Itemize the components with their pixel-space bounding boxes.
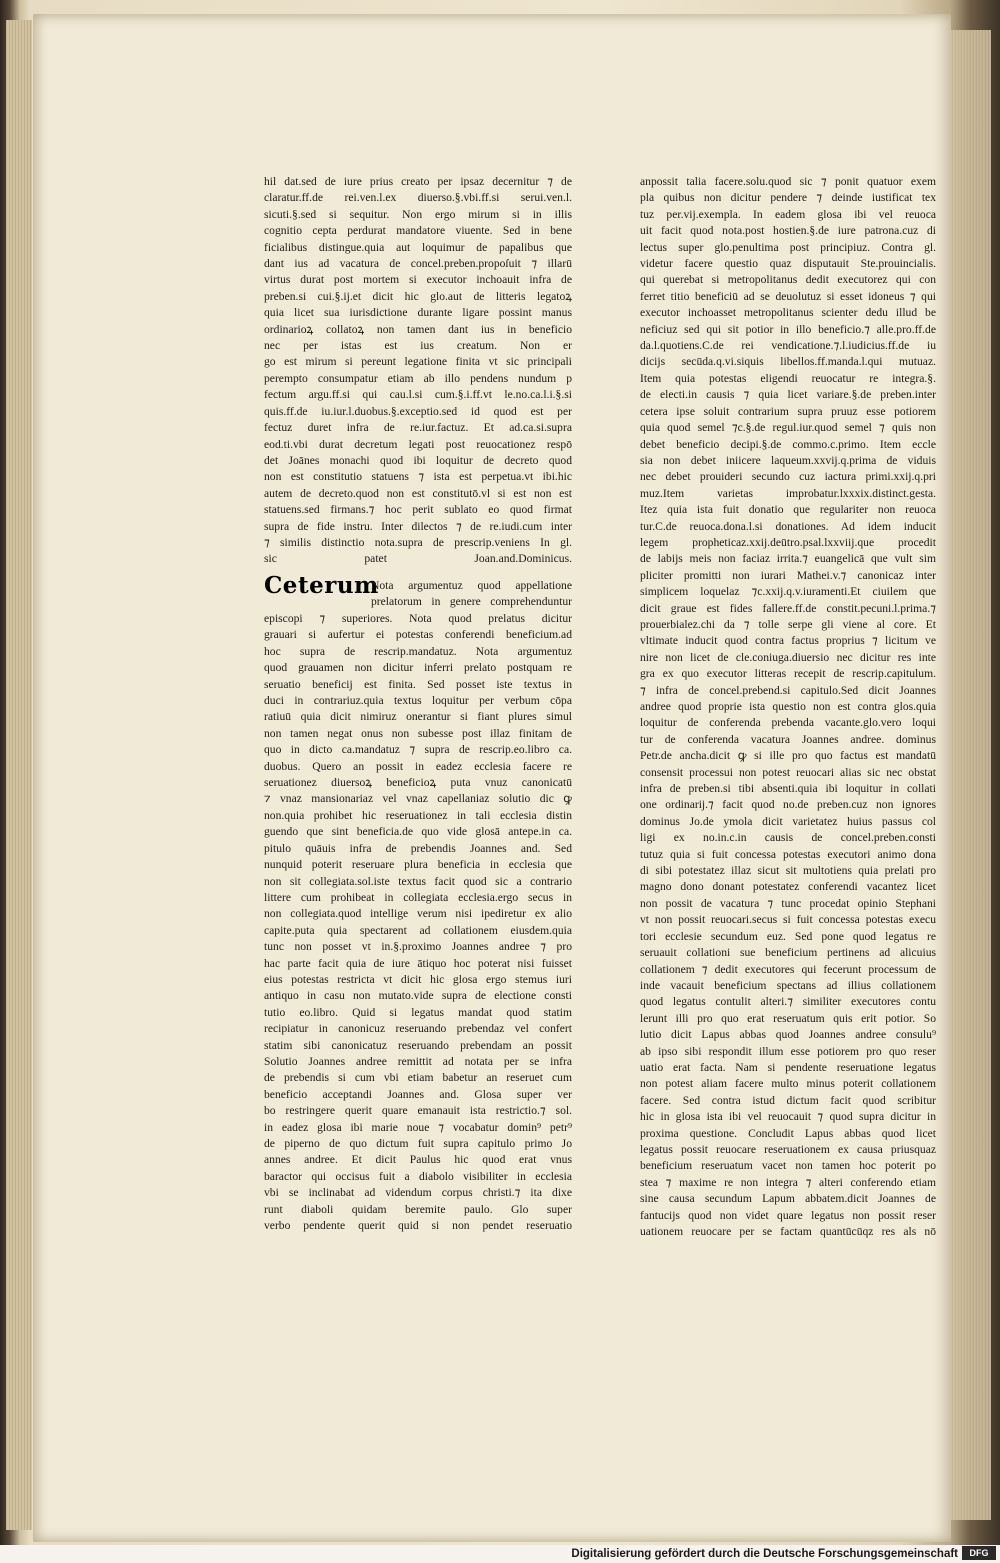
text-line: di sibi potestatez illaz sicut sit multotiens quia prelati pro: [640, 864, 936, 878]
text-line: quod legatus contulit alteri.⁊ similiter executores contu: [640, 995, 936, 1009]
text-line: preben.si cui.§.ij.et dicit hic glo.aut de litteris legatoꝝ: [264, 289, 572, 303]
text-line: uit facit quod nota.post hostien.§.de iure patrona.cuz di: [640, 224, 936, 238]
text-line: vltimate inducit quod contra factus proprius ⁊ licitum ve: [640, 634, 936, 648]
text-line: sic patet Joan.and.Dominicus.: [264, 552, 572, 566]
text-line: nec debet prouideri secundo cuz iactura primi.xxij.q.pri: [640, 470, 936, 484]
right-page-edges: [951, 30, 991, 1520]
text-line: debet beneficio decipi.§.de commo.c.primo. Item eccle: [640, 437, 936, 451]
text-line: beneficio acceptandi Joannes and. Glosa super ver: [264, 1087, 572, 1101]
text-line: non potest aliam facere multo minus poterit collationem: [640, 1077, 936, 1091]
text-line: tori ecclesie secundum euz. Sed pone quod legatus re: [640, 929, 936, 943]
text-line: fectuz duret infra de re.iur.factuz. Et ad.ca.si.supra: [264, 421, 572, 435]
text-line: statim sibi canonicatuz reseruando prebendam an possit: [264, 1038, 572, 1052]
text-line: antiquo in casu non mutato.vide supra de electione consti: [264, 989, 572, 1003]
text-line: beneficium reseruatum vacet non tamen hoc poterit po: [640, 1159, 936, 1173]
text-line: facere. Sed contra istud dictum facit quod scribitur: [640, 1093, 936, 1107]
text-line: collationem ⁊ dedit executores qui fecerunt processum de: [640, 962, 936, 976]
text-line: Itez quia ista fuit donatio que regulariter non reuoca: [640, 503, 936, 517]
text-line: perempto consumpatur etiam ab illo pendens nundum p: [264, 371, 572, 385]
text-line: pliciter promitti non iurari Mathei.v.⁊ canonicaz inter: [640, 568, 936, 582]
text-line: episcopi ⁊ superiores. Nota quod prelatus dicitur: [264, 612, 572, 625]
drop-initial-word: Ceterum: [264, 572, 379, 599]
text-line: legem propheticaz.xxij.deūtro.psal.lxxviij.que procedit: [640, 535, 936, 549]
text-line: uationem reuocare per se factam quantūcūqz res als nō: [640, 1225, 936, 1238]
text-line: hac parte facit quia de iure ātiquo hoc poterat nisi fuisset: [264, 956, 572, 970]
text-line: annes andree. Et dicit Paulus hic quod erat vnus: [264, 1153, 572, 1167]
text-line: recipiatur in canonicuz reseruando prebendaz vel confert: [264, 1022, 572, 1036]
text-line: non.quia prohibet hic reseruationez in tali ecclesia distin: [264, 808, 572, 822]
text-line: consensit processui non potest reuocari alias sic nec obstat: [640, 765, 936, 779]
text-line: seruatio beneficij est finita. Sed posset iste textus in: [264, 677, 572, 691]
text-line: seruauit collationi sue beneficium pertinens ad alicuius: [640, 946, 936, 960]
text-line: legatus possit reuocare reseruationem ex causa priusquaz: [640, 1142, 936, 1156]
text-line: vt non possit reuocari.secus si fuit concessa potestas execu: [640, 913, 936, 927]
text-line: eod.ti.vbi durat decretum legati post reuocationez respō: [264, 437, 572, 451]
text-line: ratiuū quia dicit nimiruz onerantur si fiant plures simul: [264, 710, 572, 724]
text-line: baractor qui occisus fuit a diabolo visibiliter in ecclesia: [264, 1169, 572, 1183]
text-line: quis.ff.de iu.iur.l.duobus.§.exceptio.sed id quod est per: [264, 404, 572, 418]
text-line: loquitur de conferenda prebenda vacante.glo.vero loqui: [640, 716, 936, 730]
text-line: proxima questione. Concludit Lapus abbas quod licet: [640, 1126, 936, 1140]
text-line: in eadez glosa ibi marie noue ⁊ vocabatur domin⁹ petr⁹: [264, 1120, 572, 1134]
text-line: dicijs secūda.q.vi.siquis libellos.ff.manda.l.qui mutuaz.: [640, 355, 936, 369]
text-line: executor inchoasset metropolitanus scienter dedu illud be: [640, 306, 936, 320]
text-line: fectum argu.ff.si qui cau.l.si cum.§.i.ff.vt le.no.ca.l.i.§.si: [264, 388, 572, 402]
text-line: non possit de vacatura ⁊ tunc procedat opinio Stephani: [640, 896, 936, 910]
text-line: ⁊ vnaz mansionariaz vel vnaz capellaniaz solutio dic ꝙ: [264, 792, 572, 806]
text-line: ⁊ infra de concel.prebend.si capitulo.Sed dicit Joannes: [640, 683, 936, 697]
text-line: Petr.de ancha.dicit ꝙ si ille pro quo factus est mandatū: [640, 749, 936, 763]
text-line: qui querebat si metropolitanus dedit executorez qui con: [640, 273, 936, 287]
text-line: bo restringere querit quare emanauit ista restrictio.⁊ sol.: [264, 1104, 572, 1118]
text-line: andree quod proprie ista questio non est contra glos.quia: [640, 700, 936, 713]
text-line: non tamen negat onus non subesse post illaz finitam de: [264, 726, 572, 740]
text-line: gra ex quo executor litteras recepit de rescrip.capitulum.: [640, 667, 936, 681]
left-column-heading-lines: [371, 578, 572, 611]
left-column-bottom: [264, 611, 572, 1234]
text-line: tutuz quia si fuit concessa potestas executori animo dona: [640, 847, 936, 861]
text-line: sine causa secundum Lapum abbatem.dicit Joannes de: [640, 1192, 936, 1206]
text-line: eius potestas restricta vt dicit hic glosa ergo stemus iuri: [264, 972, 572, 986]
text-line: sicuti.§.sed si sequitur. Non ergo mirum si in illis: [264, 207, 572, 221]
dfg-logo: DFG: [962, 1546, 996, 1560]
left-page-edges: [6, 20, 32, 1530]
text-line: de prebendis si cum vbi etiam babetur an reseruet cum: [264, 1071, 572, 1085]
text-line: infra de preben.si tibi absenti.quia ibi loquitur in collati: [640, 782, 936, 796]
text-line: de piperno de quo dictum fuit supra capitulo primo Jo: [264, 1137, 572, 1150]
text-line: magno dono donant potestatez conferendi vacantez licet: [640, 880, 936, 894]
text-line: lutio dicit Lapus abbas quod Joannes andree consulu⁹: [640, 1028, 936, 1042]
text-line: littere cum prohibeat in collegiata ecclesia.ergo secus in: [264, 890, 572, 904]
text-line: simplicem loquelaz ⁊c.xxij.q.v.iuramenti.Et ciuilem que: [640, 585, 936, 599]
text-line: tur de conferenda vacatura Joannes andree. dominus: [640, 732, 936, 746]
text-line: one ordinarij.⁊ facit quod no.de preben.cuz non ignores: [640, 798, 936, 812]
text-line: tur.C.de reuoca.dona.l.si donationes. Ad idem inducit: [640, 519, 936, 533]
text-line: virtus durat post mortem si executor inchoauit infra de: [264, 273, 572, 287]
text-line: tunc non posset vt in.§.proximo Joannes andree ⁊ pro: [264, 940, 572, 954]
text-line: tutio eo.libro. Quid si legatus mandat quod statim: [264, 1005, 572, 1019]
text-line: ligi ex no.in.c.in causis de concel.preben.consti: [640, 831, 936, 845]
text-line: da.l.quotiens.C.de rei vendicatione.⁊.l.iudicius.ff.de iu: [640, 339, 936, 353]
text-line: duci in contrariuz.quia textus loquitur per verbum cōpa: [264, 694, 572, 708]
text-line: quia licet sua iurisdictione durante ligare possint manus: [264, 306, 572, 320]
text-line: stea ⁊ maxime re non integra ⁊ alteri conferendo etiam: [640, 1175, 936, 1189]
text-line: lerunt illi pro quo erat reseruatum quis erit potior. So: [640, 1011, 936, 1025]
text-line: nec per istas est ius creatum. Non er: [264, 339, 572, 353]
text-line: guendo que sint beneficia.de quo vide glosā antepe.in ca.: [264, 825, 572, 839]
text-line: quod grauamen non dicitur inferri prelato postquam re: [264, 661, 572, 675]
text-line: ficialibus distingue.quia aut loquimur de papalibus que: [264, 240, 572, 254]
text-line: sia non debet iniicere laqueum.xxvij.q.prima de viduis: [640, 453, 936, 467]
text-line: de labijs meis non faciaz irrita.⁊ euangelicā que vult sim: [640, 552, 936, 566]
text-line: ⁊ similis distinctio nota.supra de prescrip.veniens In gl.: [264, 535, 572, 549]
text-line: cognitio cepta perdurat mandatore viuente. Sed in bene: [264, 224, 572, 238]
text-line: ab ipso sibi respondit illum esse potiorem pro quo reser: [640, 1044, 936, 1058]
text-line: autem de decreto.quod non est constitutō.vl si est non est: [264, 486, 572, 500]
left-column-top: [264, 174, 572, 568]
text-line: non sit collegiata.sol.iste textus facit quod sic a contrario: [264, 874, 572, 888]
text-line: ferret titio beneficiū ad se deuolutuz si esset idoneus ⁊ qui: [640, 289, 936, 303]
text-line: dant ius ad vacatura de concel.preben.propoſuit ⁊ illarū: [264, 257, 572, 271]
text-line: nunquid poterit reseruare plura beneficia in ecclesia que: [264, 858, 572, 872]
text-line: statuens.sed firmans.⁊ hoc perit sublato eo quod firmat: [264, 503, 572, 517]
text-line: claratur.ff.de rei.ven.l.ex diuerso.§.vbi.ff.si serui.ven.l.: [264, 191, 572, 205]
text-line: uatio erat facta. Nam si pendente reseruatione legatus: [640, 1060, 936, 1074]
text-line: go est mirum si pereunt legatione finita vt sic principali: [264, 355, 572, 369]
text-line: grauari si aufertur ei potestas conferendi beneficium.ad: [264, 628, 572, 642]
text-line: Solutio Joannes andree remittit ad notata per se infra: [264, 1054, 572, 1068]
text-line: hic in glosa ista ibi vel reuocauit ⁊ quod supra dicitur in: [640, 1110, 936, 1124]
text-line: seruationez diuersoꝝ beneficioꝝ puta vnuz canonicatū: [264, 776, 572, 790]
text-line: pla quibus non dicitur pendere ⁊ deinde iustificat tex: [640, 191, 936, 205]
text-line: Nota argumentuz quod appellatione: [371, 579, 572, 592]
text-line: ordinarioꝝ collatoꝝ non tamen dant ius in beneficio: [264, 322, 572, 336]
text-line: nire non licet de cle.coniuga.diuersio nec dicitur res inte: [640, 650, 936, 664]
text-line: videtur facere questio quaz disputauit Ste.prouincialis.: [640, 257, 936, 271]
right-column: [640, 174, 936, 1240]
text-line: pitulo quāuis infra de prebendis Joannes and. Sed: [264, 841, 572, 855]
text-line: supra de fide instru. Inter dilectos ⁊ de re.iudi.cum inter: [264, 519, 572, 533]
text-line: muz.Item varietas improbatur.lxxxix.distinct.gesta.: [640, 486, 936, 500]
text-line: fantucijs quod non videt quare legatus non possit reser: [640, 1208, 936, 1222]
text-line: de electi.in causis ⁊ quia licet variare.§.de preben.inter: [640, 388, 936, 402]
text-line: non collegiata.quod intellige verum nisi ipediretur ex alio: [264, 907, 572, 921]
text-line: quia quod semel ⁊c.§.de regul.iur.quod semel ⁊ quis non: [640, 421, 936, 435]
text-line: dicit graue est fides fallere.ff.de constit.pecuni.l.prima.⁊: [640, 601, 936, 615]
text-line: tuz per.vij.exempla. In eadem glosa ibi vel reuoca: [640, 207, 936, 221]
text-line: anpossit talia facere.solu.quod sic ⁊ ponit quatuor exem: [640, 175, 936, 188]
text-line: det Joānes monachi quod ibi loquitur de decreto quod: [264, 453, 572, 467]
text-line: duobus. Quero an possit in eadez ecclesia facere re: [264, 759, 572, 773]
text-line: cetera ipse soluit contrarium supra pruuz esse potiorem: [640, 404, 936, 418]
text-line: capite.puta quia spectarent ad collationem eiusdem.quia: [264, 923, 572, 937]
text-line: prelatorum in genere comprehenduntur: [371, 595, 572, 609]
text-line: neficiuz sed qui sit potior in illo beneficio.⁊ alle.pro.ff.de: [640, 322, 936, 336]
text-line: non est constitutio statuens ⁊ ista est perpetua.vt ibi.hic: [264, 470, 572, 484]
text-line: quo in dicto ca.mandatuz ⁊ supra de rescrip.eo.libro ca.: [264, 743, 572, 757]
text-line: prouerbialez.chi da ⁊ tolle serpe gli viene al core. Et: [640, 617, 936, 631]
text-line: verbo pendente querit quid si non pendet reseruatio: [264, 1219, 572, 1233]
text-line: vbi se inclinabat ad videndum corpus christi.⁊ ita dixe: [264, 1186, 572, 1200]
digitization-credit: Digitalisierung gefördert durch die Deutsche Forschungsgemeinschaft: [571, 1548, 958, 1560]
text-line: runt diaboli quidam beremite paulo. Glo super: [264, 1202, 572, 1216]
text-line: Item quia potestas eligendi reuocatur re integra.§.: [640, 371, 936, 385]
text-line: inde vacauit beneficium spectans ad illius collationem: [640, 978, 936, 992]
text-line: dominus Jo.de ymola dicit varietatez huius passus col: [640, 814, 936, 828]
text-line: hoc supra de rescrip.mandatuz. Nota argumentuz: [264, 644, 572, 658]
text-line: lectus super glo.penultima post principiuz. Contra gl.: [640, 240, 936, 254]
text-line: hil dat.sed de iure prius creato per ipsaz decernitur ⁊ de: [264, 175, 572, 188]
